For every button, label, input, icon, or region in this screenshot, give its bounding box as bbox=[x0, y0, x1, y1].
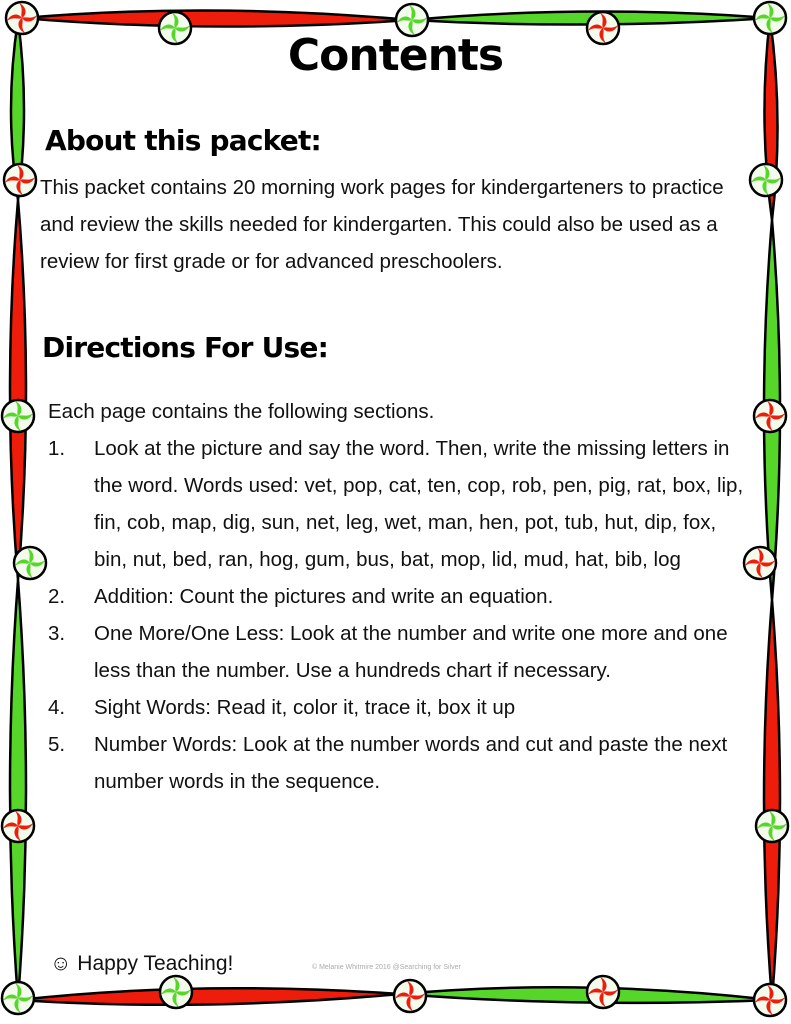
item-text: Number Words: Look at the number words and cut and paste the next number words in the sequence. bbox=[94, 733, 728, 793]
item-text: Sight Words: Read it, color it, trace it, box it up bbox=[94, 696, 516, 719]
copyright-text: © Melanie Whitmire 2016 @Searching for Silver bbox=[312, 964, 461, 971]
directions-heading: Directions For Use: bbox=[42, 331, 328, 364]
happy-teaching-text: Happy Teaching! bbox=[77, 952, 234, 975]
item-number: 2. bbox=[48, 585, 66, 608]
directions-list bbox=[48, 393, 748, 800]
item-number: 3. bbox=[48, 622, 66, 645]
footer-sign-off bbox=[50, 952, 233, 976]
item-number: 5. bbox=[48, 733, 66, 756]
page-title: Contents bbox=[287, 30, 504, 81]
about-heading: About this packet: bbox=[45, 124, 321, 157]
list-item bbox=[48, 689, 748, 726]
item-number: 4. bbox=[48, 696, 66, 719]
list-item bbox=[48, 615, 748, 689]
item-text: Look at the picture and say the word. Then, write the missing letters in the word. Words used: vet, pop, cat, ten, cop, rob, pen, pig, rat, box, lip, fin, cob, map, dig, sun, net, leg, wet, man, hen, pot, tub, hut, dip, fox, bin, nut, bed, ran, hog, gum, bus, bat, mop, lid, mud, hat, bib, log bbox=[94, 437, 744, 571]
item-number: 1. bbox=[48, 437, 66, 460]
about-text: This packet contains 20 morning work pages for kindergarteners to practice and review the skills needed for kindergarten. This could also be used as a review for first grade or for advanced preschoolers. bbox=[40, 176, 724, 273]
list-item bbox=[48, 726, 748, 800]
list-item bbox=[48, 430, 748, 578]
smiley-icon: ☺ bbox=[50, 952, 72, 975]
item-text: Addition: Count the pictures and write an equation. bbox=[94, 585, 554, 608]
directions-intro: Each page contains the following sections. bbox=[48, 400, 435, 423]
list-item bbox=[48, 578, 748, 615]
item-text: One More/One Less: Look at the number and write one more and one less than the number. Use a hundreds chart if necessary. bbox=[94, 622, 728, 682]
